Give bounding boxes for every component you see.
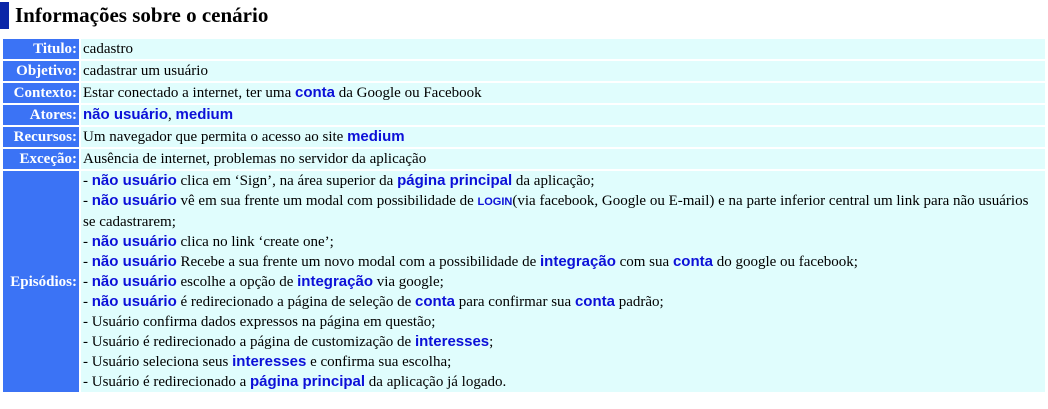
text: do google ou facebook; [712,254,858,270]
link-medium[interactable]: medium [347,128,405,145]
link-conta[interactable]: conta [672,253,713,270]
text: , [168,107,176,123]
label-recursos: Recursos: [3,127,79,147]
text: com sua [615,254,673,270]
header-accent-bar [0,2,9,29]
value-contexto [81,83,1045,103]
link-nao-usuario[interactable]: não usuário [91,172,177,189]
label-objetivo: Objetivo: [3,61,79,81]
episode-9 [83,352,1043,372]
link-nao-usuario[interactable]: não usuário [91,293,177,310]
value-objetivo: cadastrar um usuário [81,61,1045,81]
row-titulo [3,39,1045,59]
link-pagina-principal[interactable]: página principal [397,172,513,189]
text: - Usuário é redirecionado a [83,374,251,390]
text: Recebe a sua frente um novo modal com a possibilidade de [176,254,540,270]
text: e confirma sua escolha; [306,354,452,370]
text: é redirecionado a página de seleção de [176,294,415,310]
text: - [83,193,92,209]
link-integracao[interactable]: integração [540,253,616,270]
page-title: Informações sobre o cenário [15,3,269,27]
link-nao-usuario[interactable]: não usuário [91,273,177,290]
link-conta[interactable]: conta [414,293,455,310]
text: - [83,274,92,290]
episode-8 [83,332,1043,352]
episode-2 [83,191,1043,232]
label-atores: Atores: [3,105,79,125]
label-contexto: Contexto: [3,83,79,103]
row-objetivo [3,61,1045,81]
label-excecao: Exceção: [3,149,79,169]
link-conta[interactable]: conta [295,84,336,101]
link-medium[interactable]: medium [175,106,234,123]
episode-3 [83,232,1043,252]
text: - [83,173,92,189]
episode-6 [83,292,1043,312]
episode-4 [83,252,1043,272]
link-interesses[interactable]: interesses [414,333,490,350]
scenario-table [1,37,1047,394]
link-interesses[interactable]: interesses [232,353,307,370]
text: - Usuário confirma dados expressos na página em questão; [83,314,436,330]
row-atores [3,105,1045,125]
text: clica no link ‘create one’; [176,234,334,250]
text: clica em ‘Sign’, na área superior da [176,173,398,189]
value-titulo: cadastro [81,39,1045,59]
episode-7 [83,312,1043,332]
value-episodios [81,171,1045,392]
text: - [83,294,92,310]
text: escolhe a opção de [176,274,298,290]
text: da aplicação já logado. [365,374,507,390]
row-contexto [3,83,1045,103]
label-episodios: Episódios: [3,171,79,392]
link-pagina-principal[interactable]: página principal [250,373,366,390]
text: padrão; [614,294,664,310]
text: - [83,234,92,250]
link-nao-usuario[interactable]: não usuário [91,192,177,209]
text: ; [489,334,494,350]
section-header [0,2,1048,31]
row-excecao [3,149,1045,169]
link-nao-usuario[interactable]: não usuário [83,106,169,123]
link-conta[interactable]: conta [574,293,615,310]
episode-10 [83,372,1043,392]
row-recursos [3,127,1045,147]
link-integracao[interactable]: integração [297,273,373,290]
value-excecao: Ausência de internet, problemas no servidor da aplicação [81,149,1045,169]
text: da aplicação; [512,173,595,189]
text: Estar conectado a internet, ter uma [83,85,295,101]
link-nao-usuario[interactable]: não usuário [91,233,177,250]
row-episodios [3,171,1045,392]
value-recursos [81,127,1045,147]
text: (via facebook, Google ou E-mail) e na parte inferior central um link para não usuários se cadastrarem; [83,193,1029,230]
episode-5 [83,272,1043,292]
link-nao-usuario[interactable]: não usuário [91,253,177,270]
episode-1 [83,171,1043,191]
value-atores [81,105,1045,125]
label-titulo: Titulo: [3,39,79,59]
text: via google; [372,274,444,290]
text: - Usuário seleciona seus [83,354,233,370]
text: da Google ou Facebook [335,85,482,101]
text: Um navegador que permita o acesso ao site [83,129,348,145]
text: para confirmar sua [455,294,575,310]
text: vê em sua frente um modal com possibilidade de [176,193,478,209]
text: - Usuário é redirecionado a página de customização de [83,334,415,350]
text: - [83,254,92,270]
link-login[interactable]: LOGIN [477,196,513,208]
